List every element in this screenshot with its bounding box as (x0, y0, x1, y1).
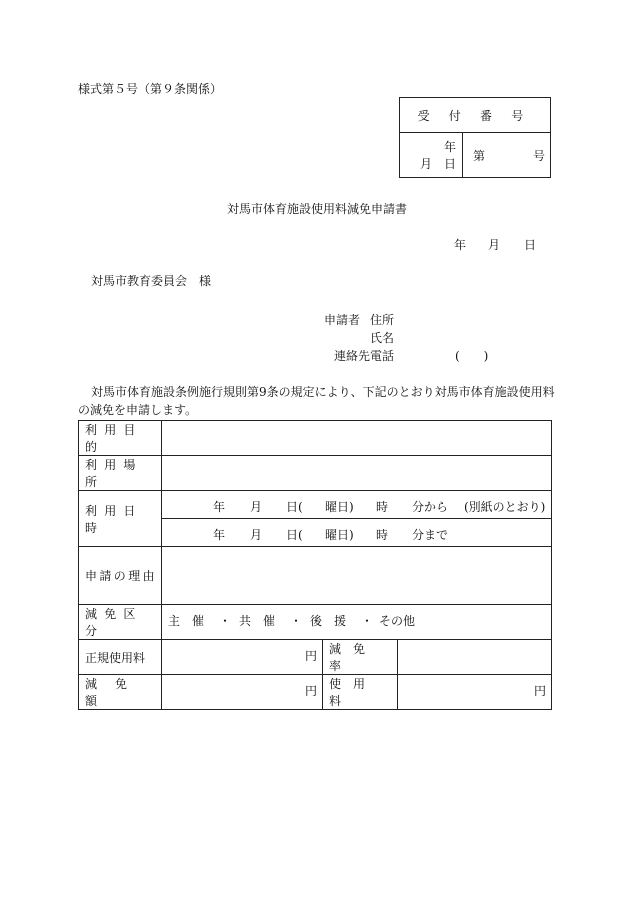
usage-fee-yen: 円 (533, 684, 546, 698)
category-option-cohost[interactable]: 共催 (239, 614, 288, 628)
date-year: 年 (454, 238, 467, 252)
place-field[interactable] (162, 456, 552, 491)
receipt-day: 日 (444, 157, 457, 171)
phone-paren: ( ) (455, 349, 489, 363)
usage-fee-field[interactable] (398, 675, 552, 710)
until-suffix: 分まで (412, 528, 449, 542)
receipt-title: 受付番号 (400, 98, 551, 133)
purpose-field[interactable] (162, 421, 552, 456)
datetime-from-field[interactable] (162, 491, 552, 519)
receipt-month: 月 (420, 157, 433, 171)
category-option-support[interactable]: 後援 (310, 614, 359, 628)
addressee: 対馬市教育委員会 様 (91, 274, 212, 288)
category-option-host[interactable]: 主催 (168, 614, 217, 628)
from-weekday: 曜日) (325, 500, 354, 514)
address-label: 住所 (370, 313, 395, 327)
datetime-until-field[interactable] (162, 519, 552, 547)
from-day: 日( (286, 500, 303, 514)
from-month: 月 (250, 500, 263, 514)
category-dot: ・ (361, 614, 374, 628)
usage-fee-label: 使用料 (323, 675, 398, 710)
reason-label: 申請の理由 (79, 547, 162, 605)
category-label: 減免区分 (79, 605, 162, 640)
from-year: 年 (213, 500, 226, 514)
regular-fee-label: 正規使用料 (79, 640, 162, 675)
purpose-label: 利用目的 (79, 421, 162, 456)
application-table (78, 420, 552, 710)
amount-label: 減免額 (79, 675, 162, 710)
category-options (162, 605, 552, 640)
amount-yen: 円 (304, 684, 317, 698)
until-year: 年 (213, 528, 226, 542)
applicant-label: 申請者 (324, 313, 361, 327)
separate-sheet-note: (別紙のとおり) (464, 500, 546, 514)
receipt-number-cell (463, 133, 551, 178)
name-label: 氏名 (370, 331, 395, 345)
receipt-gou: 号 (533, 149, 546, 163)
datetime-label: 利用日時 (79, 491, 162, 547)
regular-fee-yen: 円 (304, 649, 317, 663)
date-day: 日 (524, 238, 537, 252)
receipt-year: 年 (444, 140, 457, 154)
category-option-other[interactable]: その他 (379, 614, 416, 628)
place-label: 利用場所 (79, 456, 162, 491)
rate-field[interactable] (398, 640, 552, 675)
body-text-line2: の減免を申請します。 (78, 403, 198, 417)
reason-field[interactable] (162, 547, 552, 605)
receipt-date-cell (400, 133, 463, 178)
form-number: 様式第５号（第９条関係） (78, 82, 223, 96)
category-dot: ・ (290, 614, 303, 628)
body-text-line1: 対馬市体育施設条例施行規則第9条の規定により、下記のとおり対馬市体育施設使用料 (91, 385, 555, 399)
until-day: 日( (286, 528, 303, 542)
receipt-box (399, 97, 551, 178)
date-month: 月 (488, 238, 501, 252)
regular-fee-field[interactable] (162, 640, 323, 675)
until-month: 月 (250, 528, 263, 542)
rate-label: 減免率 (323, 640, 398, 675)
page-title: 対馬市体育施設使用料減免申請書 (227, 202, 408, 216)
category-dot: ・ (219, 614, 232, 628)
until-hour: 時 (376, 528, 389, 542)
amount-field[interactable] (162, 675, 323, 710)
phone-label: 連絡先電話 (334, 349, 395, 363)
from-hour: 時 (376, 500, 389, 514)
until-weekday: 曜日) (325, 528, 354, 542)
receipt-dai: 第 (473, 149, 486, 163)
from-suffix: 分から (412, 500, 449, 514)
